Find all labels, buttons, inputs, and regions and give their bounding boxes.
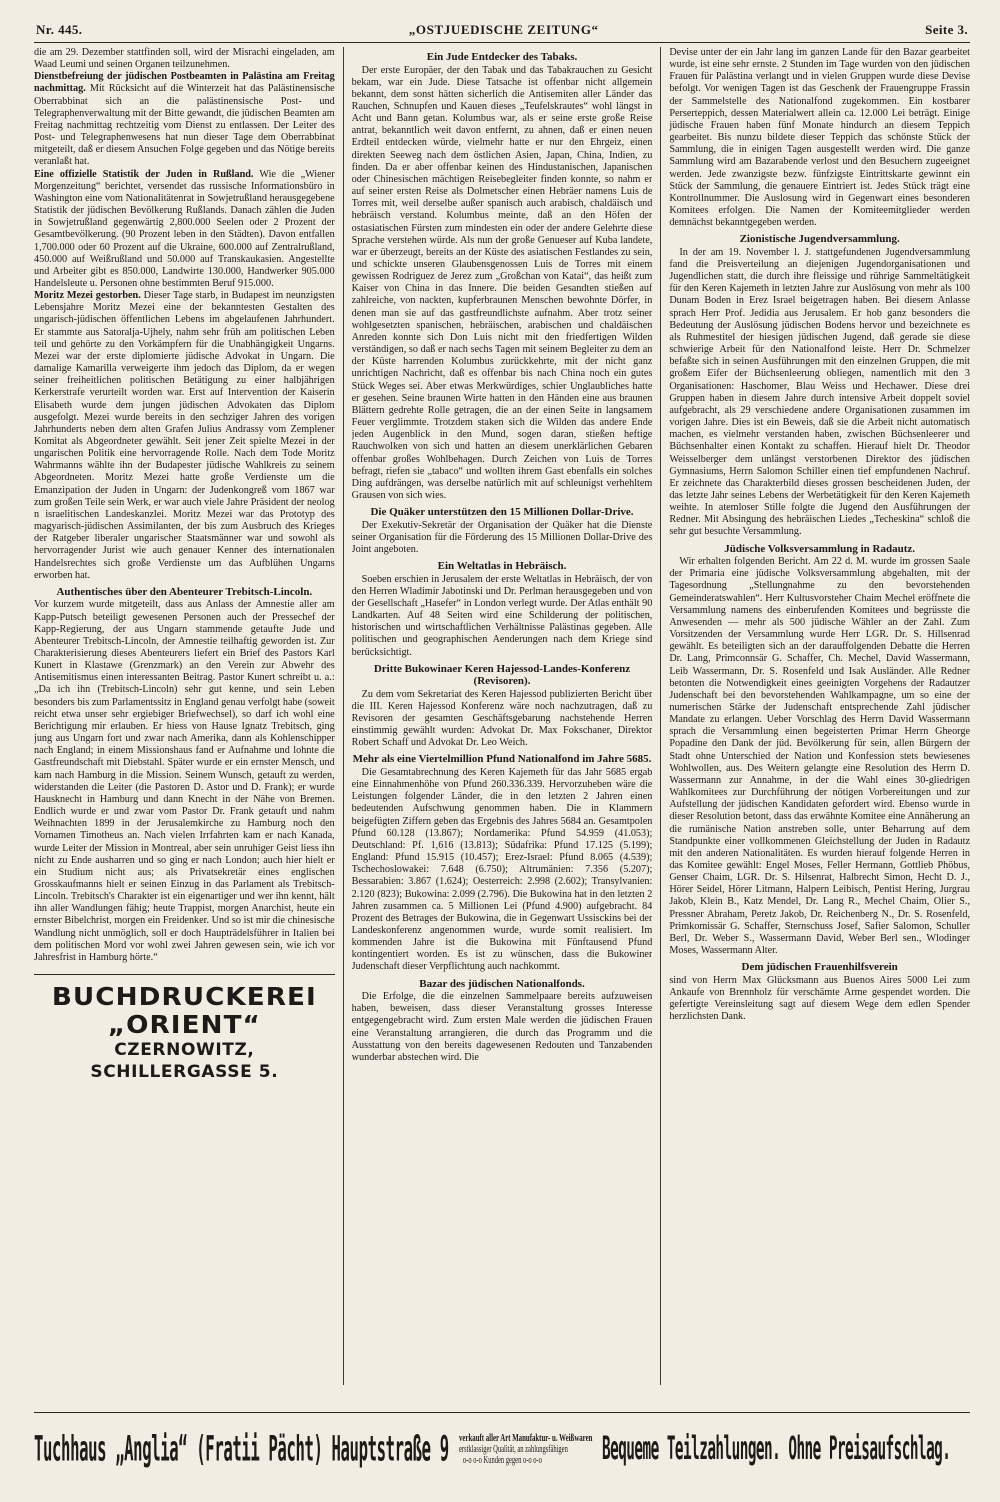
- article-mezei: [34, 290, 335, 582]
- column-rule: [343, 47, 344, 1385]
- article-headline-quaker: Die Quäker unterstützen den 15 Millionen Dollar-Drive.: [370, 506, 634, 519]
- banner-middle-text: [458, 1432, 593, 1466]
- article-headline-trebitsch: Authentisches über den Abenteurer Trebitsch-Lincoln.: [56, 585, 313, 598]
- article-body-bazar: Die Erfolge, die die einzelnen Sammelpaare bereits aufzuweisen haben, beweisen, dass dieser Veranstaltung grosses Interesse entgegengebracht wird. Zum ersten Male werden die jüdischen Frauen eine Veranstaltung arrangieren, die durch das Programm und die Ausstattung von den bereits dagewesenen Redouten und Tanzabenden wunderbar abstechen wird. Die: [351, 991, 653, 1063]
- article-headline-konferenz: Dritte Bukowinaer Keren Hajessod-Landes-Konferenz (Revisoren).: [373, 662, 631, 688]
- printer-advertisement: [34, 974, 335, 1083]
- columns: [34, 47, 970, 1385]
- article-continuation: die am 29. Dezember stattfinden soll, wird der Misrachi eingeladen, am Waad Leumi und seinen Organen teilzunehmen.: [34, 47, 335, 71]
- article-body-radautz: Wir erhalten folgenden Bericht. Am 22 d. M. wurde im grossen Saale der Primaria eine jüdische Volksversammlung abgehalten, mit der Tagesordnung „Stellungnahme zu den bevorstehenden Gemeinderatswahlen“. Herr Kultusvorsteher Chaim Mechel eröffnete die Versammlung namens des einberufenden Komitees und begrüsste die Anwesenden — mehr als 500 jüdische Wähler an der Zahl. Zum Vorsitzenden der Versammlung wurde Herr LGR. Dr. S. Hillsenrad gewählt. Es beteiligten sich an der darauffolgenden Debatte die Herren Dr. Lang, Primconnsär G. Schaffer, Ch. Mechel, David Wassermann, Leib Wassermann, Dr. S. Rosenfeld und Isak Ausländer. Alle Redner betonten die Notwendigkeit eines geeinigten Vorgehens der Radautzer Judenschaft bei den bevorstehenden Wahlkampagne, um so eine der numerischen Stärke der Judenschaft entsprechende Zahl jüdischer Mandate zu erlangen. Ueber Vorschlag des Herrn David Wassermann sprach die Versammlung einen begeisterten Primar Herrn Gheorge Popadine den Dank der jüd. Bevölkerung für sein, allen Bürgern der Stadt ohne Unterschied der Nation und Konfession stets bewiesenes Wohlwollen, aus. Des Weitern gelangte eine Resolution des Herrn D. Wassermann zur Annahme, in der die Wahl eines 30-gliedrigen Wahlkomitees zur Durchführung der nötigen Vorbereitungen und zur Aufstellung der jüdischen Kandidaten gefordert wird. Ebenso wurde in dieser Resolution betont, dass das erwähnte Komitee eine Annäherung an die rumänische Nation anstreben solle, unter Beharrung auf dem Standpunkte einer vollkommenen Gleichstellung der Juden in Radautz mit den anderen Nationalitäten. Es wurden hierauf folgende Herren in das Komitee gewählt: Engel Moses, Feller Hermann, Gottlieb Phöbus, Genser Chaim, LGR. Dr. S. Hilsenrat, Halbrecht Simon, Hecht D. J., Hörer Seidel, Hörer Litmann, Halpern Leibisch, Pentist Hering, Jurgrau Jakob, Klein B., Katz Mendel, Dr. Lang R., Mechel Chaim, Olier S., Pressner Abraham, Peretz Jakob, Dr. Reichenberg N., Dr. S. Rosenfeld, Primkomissär G. Schaffer, Sternschuss Josef, Safier Salomon, Schuller Berl, Dr. Weber S., Wassermann David, Weber Berl sen., Wlodinger Moses, Wassermann Alter.: [669, 556, 970, 957]
- article-body-tabak: Der erste Europäer, der den Tabak und das Tabakrauchen zu Gesicht bekam, war ein Jude. Diese Tatsache ist offenbar nicht allgemein bekannt, dem sonst hätten sicherlich die Antisemiten aller Länder das Rauchen, Schnupfen und Kauen dieses „Teufelskrautes“ wohl längst in Acht und Bann getan. Kolumbus war, als er seine erste große Reise antrat, bekanntlich weit davon entfernt, zu ahnen, daß er einen neuen Erdteil entdecken würde, vielmehr hatte er nur den Ehrgeiz, einen direkten Seeweg nach dem östlichen Asien, Japan, China, Indien, zu finden. Da er aber offenbar keinen des Hindustanischen, Japanischen oder Chinesischen mächtigen Reisebegleiter finden konnte, so nahm er auf seiner ersten Reise als Dolmetscher einen Hebräer namens Luis de Torres mit, weil derselbe außer spanisch auch arabisch, chaldäisch und hebräisch verstand. Kolumbus meinte, daß an den Höfen der ostasiatischen Fürsten zum mindesten ein oder der andere Gelehrte diese Sprache verstehen würde. Als nun der große Genueser auf Kuba landete, war er überzeugt, bereits an der Küste des asiatischen Festlandes zu sein, und schickte unseren Glaubensgenossen Luis de Torres mit einem gewissen Rodriguez de Jerez zum „Großchan von Katai“, das heißt zum Kaiser von China in das Innere. Die beiden Gesandten stießen auf zahlreiche, von nackten, kupferbraunen Menschen bewohnte Dörfer, in denen man sie auf das gastfreundlichste aufnahm. Aber trotz seiner wohlgesetzten spanischen, hebräischen, arabischen und chaldäischen Anreden konnte sich Don Luis nicht mit den friedfertigen Wilden verständigen, so daß er nach sechs Tagen mit seinem Begleiter zu dem an der Küste harrenden Kolumbus zurückkehrte, mit der nicht ganz unrichtigen Nachricht, daß es offenbar bis nach China noch ein gutes Stück Weges sei. Aber etwas Merkwürdiges, schier Unglaubliches hatte er gesehen. Seine braunen Wirte hatten in den Händen eine aus braunen Blättern gedrehte Rolle getragen, die an der einen Seite in langsamem Feuer verglimmte. Trotzdem staken sich die Wilden das andere Ende jeden Augenblick in den Mund, sogen daran, stießen heftige Rauchwolken von sich und hatten an diesem unerklärlichen Gebaren offenbar großes Wohlbehagen. Durch Zeichen von Luis de Torres befragt, riefen sie „tabaco“ und wollten ihrem Gast ebenfalls ein solches Ding aufdrängen, was derselbe natürlich mit auf schleunigst verhehltem Grausen von sich wies.: [351, 64, 653, 501]
- banner-middle-line-2: erstklassiger Qualität, an zahlungsfähigen: [458, 1443, 568, 1455]
- banner-shop-name: Tuchhaus „Anglia“ (Fratii Pächt) Hauptstraße 9: [34, 1428, 449, 1470]
- footer-advertisement-banner: [34, 1412, 970, 1485]
- article-body: Dieser Tage starb, in Budapest im neunzigsten Lebensjahre Moritz Mezei eine der bekanntesten Gestalten des ungarisch-jüdischen öffentlichen Lebens im abgelaufenen Jahrhundert. Er stammte aus Satoralja-Ujhely, nahm sehr früh am politischen Leben teil und gehörte zu den Vorkämpfern für die Unabhängigkeit Ungarns. Mezei war der erste diplomierte jüdische Advokat in Ungarn. Die damalige Kamarilla verweigerte ihm jedoch das Diplom, da er wegen seiner freiheitlichen politischen Betätigung zu einer halbjährigen Kerkerstrafe verurteilt worden war. Erst auf Intervention der Kaiserin Elisabeth wurde dem jungen jüdischen Advokaten das Diplom ausgefolgt. Mezei wurde bereits in den sechziger Jahren des vorigen Jahrhunderts neben dem alten Grafen Julius Andrassy vom Zemplener Komitat als Abgeordneter gewählt. Seit jener Zeit spielte Mezei in der ungarischen Politik eine hervorragende Rolle. Nach dem Tode Moritz Wahrmanns wählte ihn der Budapester jüdische Wahlkreis zu seinem Abgeordneten. Moritz Mezei hatte große Verdienste um die Emanzipation der Juden in Ungarn: der Judenkongreß vom 1867 war zum großen Teile sein Werk, er war auch viele Jahre Präsident der neolog n israelitischen Landeskanzlei. Moritz Mezei war das Prototyp des magyarisch-jüdischen Assimilanten, der bis zum Ausbruch des Krieges der Ratgeber liberaler ungarischer Staatsmänner war und sowohl als hervorragender Jurist wie auch genauer Kenner des internationalen Handelsrechtes sich große Verdienste um das Aufblühen Ungarns erworben hat.: [34, 290, 335, 581]
- newspaper-title: „OSTJUEDISCHE ZEITUNG“: [408, 22, 599, 37]
- column-rule: [660, 47, 661, 1385]
- article-body-quaker: Der Exekutiv-Sekretär der Organisation der Quäker hat die Dienste seiner Organisation für die Förderung des 15 Millionen Dollar-Drive des Joint angeboten.: [351, 519, 653, 555]
- article-headline-tabak: Ein Jude Entdecker des Tabaks.: [426, 51, 578, 63]
- article-headline: Moritz Mezei gestorben.: [34, 290, 141, 302]
- banner-middle-line-3: o-o o-o Kunden gegen o-o o-o: [462, 1454, 542, 1466]
- article-postbeamten: [34, 71, 335, 168]
- article-continuation: Devise unter der ein Jahr lang im ganzen Lande für den Bazar gearbeitet wurde, ist eine sehr ernste. 2 Stunden im Tage wurden von den jüdischen Frauen für Palästina verlangt und in vielen Gruppen wurde diese Devise befolgt. Vor wenigen Tagen ist das Geschenk der Frauengruppe Frassin der Sammelstelle des Nationalfond zugekommen. Ein kostbarer Perserteppich, dessen Materialwert allein ca. 12.000 Lei beträgt. Einige jüdische Frauen haben fünf Monate hindurch an diesem Teppich gearbeitet. Bis nunzu bildete dieser Teppich das schönste Stück der Sammlung, die in einigen Tagen ausgestellt werden wird. Die ganze Sammlung wird am Bazarabende verlost und den Besuchern zugeeignet werden. Jede zwanzigste bezw. fünfzigste Eintrittskarte gewinnt ein Stück der Sammlung, die genauere Eintriert ist. Jedes Stück trägt eine Kontrollnummer. Die Auslosung wird in Gegenwart eines besonderen Komitees erfolgen. Die Namen der Komiteemitglieder werden demnächst bekanntgegeben werden.: [669, 47, 970, 229]
- page-header: [34, 22, 970, 38]
- article-headline-radautz: Jüdische Volksversammlung in Radautz.: [724, 542, 916, 555]
- article-body: Mit Rücksicht auf die Winterzeit hat das Palästinensische Oberrabbinat sich an die palästinensische Post- und Telegraphenverwaltung mit der Bitte gewandt, die jüdischen Beamten am Freitag nachmittag rechtzeitig vom Dienst zu entlassen. Der Leiter des Post- und Telegraphenwesens hat nun dieser Tage dem Oberrabbinat mitgeteilt, daß er diesem Ansuchen Folge gegeben und das Nötige bereits veranlaßt hat.: [34, 83, 335, 168]
- article-headline: Dienstbefreiung der jüdischen Postbeamten in Palästina am Freitag nachmittag.: [34, 71, 335, 95]
- column-3: [669, 47, 970, 1385]
- article-body-jugend: In der am 19. November l. J. stattgefundenen Jugendversammlung fand die Preisverteilung an diejenigen Jugendorganisationen und Jugendlichen statt, die durch ihre fleissige und rührige Sammeltätigkeit für den Keren Kajemeth in letzten Jahre zur Auslösung von mehr als 100 Dunam Boden in Erez Israel beigetragen haben. Bei diesem Anlasse sprach Herr Prof. Jedidia aus Jerusalem. Er hob ganz besonders die Bedeutung der Auslösung jüdischen Bodens hervor und bezeichnete es als Ruhmestitel der hiesigen jüdischen Jugend, daß gerade sie diese schwierige Arbeit für den Nationalfond leiste. Herr Dr. Schmelzer befaßte sich in seinen Ausführungen mit den einzelnen Gruppen, die mit großem Eifer der Büchsenleerung obliegen, namentlich mit den 3 Organisationen: Haschomer, Blau Weiss und Hechawer. Diese drei Gruppen haben in diesem Jahre durch intensive Arbeit doppelt soviel aufgebracht, als 29 verschiedene andere Organisationen zusammen im vorigen Jahre. Dies ist ein Beweis, daß sie die Arbeit nicht automatisch machen, es vielmehr verstanden haben, zwischen Büchsenleerer und Büchsenhalter einen Kontakt zu schaffen. Hierauf hielt Dr. Theodor Weisselberger dem unlängst verstorbenen Direktor des jüdischen Gymnasiums, Herrn Salomon Schiller einen tief empfundenen Nachruf. Er zeichnete das Charakterbild dieses grossen bescheidenen Juden, der das letzte Jahr seines Lebens der Werbetätigkeit für den Keren Kajemeth weihte. In atemloser Stille folgte die Jugend den Ausführungen der Redner. Mit Absingung des hebräischen Liedes „Techeskina“ schloß die sehr gut besuchte Versammlung.: [669, 246, 970, 538]
- header-rule: [34, 42, 970, 43]
- banner-payment-terms: Bequeme Teilzahlungen. Ohne Preisaufschlag.: [602, 1430, 951, 1468]
- article-headline-bazar: Bazar des jüdischen Nationalfonds.: [419, 977, 585, 990]
- article-body-atlas: Soeben erschien in Jerusalem der erste Weltatlas in Hebräisch, der von den Herren Wladimir Jabotinski und Dr. Perlman herausgegeben und von der Gesellschaft „Hasefer“ in London verlegt wurde. Der Atlas enthält 90 Landkarten. Auf 48 Seiten wird eine Schilderung der politischen, historischen und wirtschaftlichen Verhältnisse Palästinas gegeben. Alle politischen und geographischen Aenderungen nach dem Kriege sind berücksichtigt.: [351, 573, 653, 658]
- article-statistik: [34, 169, 335, 291]
- article-headline-nationalfond: Mehr als eine Viertelmillion Pfund Nationalfond im Jahre 5685.: [352, 753, 652, 766]
- column-2: [352, 47, 653, 1385]
- article-headline-jugend: Zionistische Jugendversammlung.: [739, 233, 900, 246]
- article-headline-atlas: Ein Weltatlas in Hebräisch.: [437, 560, 567, 573]
- printer-ad-title: BUCHDRUCKEREI „ORIENT“: [51, 982, 317, 1040]
- page-number: Seite 3.: [925, 22, 968, 37]
- article-headline: Eine offizielle Statistik der Juden in Rußland.: [34, 168, 254, 180]
- article-body-nationalfond: Die Gesamtabrechnung des Keren Kajemeth für das Jahr 5685 ergab eine Einnahmenhöhe von Pfund 260.336.339. Hervorzuheben wäre die Leistungen folgender Länder, die in den letzten 2 Jahren einen bedeutenden Aufschwung genommen haben. Die in Klammern beigefügten Ziffern geben das Ergebnis des Jahres 5684 an. Gesamtpolen Pfund 60.128 (13.867); Nordamerika: Pfund 54.959 (41.053); Deutschland: Pf. 1,616 (13.813); Südafrika: Pfund 17.125 (5.199); England: Pfund 15.915 (10.457); Erez-Israel: Pfund 8.065 (4.539); Tschechoslowakei: 7.648 (6.750); Altrumänien: 7.356 (5.207); Bessarabien: 3.867 (1.624); Oesterreich: 2.998 (2.602); Transylvanien: 2.120 (823); Bukowina: 2.099 (2.796). Die Bukowina hat in den letzten 2 Jahren zusammen ca. 5 Millionen Lei (Pfund 4.900) aufgebracht. 84 Prozent des Betrages der Bukowina, die in Gegenwart Ussisckins bei der Landeskonferenz angenommen wurde, wurde somit realisiert. Im kommenden Jahre ist die Bukowina mit Fünftausend Pfund kontingentiert worden. Es ist zu wünschen, dass die Bukowiner Judenschaft dieser Verpflichtung auch nachkommt.: [351, 766, 653, 973]
- issue-number: Nr. 445.: [36, 22, 83, 37]
- column-1: [34, 47, 335, 1385]
- article-body-konferenz: Zu dem vom Sekretariat des Keren Hajessod publizierten Bericht über die III. Keren Hajessod Konferenz wäre noch nachzutragen, daß zu Revisoren der gesamten Geschäftsgebarung nachstehende Herren einstimmig gewählt wurden: Advokat Dr. Max Fokschaner, Direktor Robert Schaff und Advokat Dr. Leo Weich.: [351, 688, 653, 749]
- article-headline-frauenhilfsverein: Dem jüdischen Frauenhilfsverein: [741, 961, 898, 974]
- article-body: Wie die „Wiener Morgenzeitung“ berichtet, versendet das russische Informationsbüro in Washington eine vom Nationalitätenrat in Sowjetrußland herausgegebene Statistik der jüdischen Bevölkerung Rußlands. Danach zählen die Juden in Sowjetrußland gegenwärtig 2,800.000 Seelen oder 2 Prozent der Gesamtbevölkerung. (90 Prozent leben in den Städten). Davon entfallen 1,700.000 oder 60 Prozent auf die Ukraine, 600.000 auf Zentralrußland, 450.000 auf Weißrußland und 50.000 auf Transkaukasien. Angestellte und Arbeiter gibt es 850.000, Landwirte 130.000, Handwerker 905.000 Handelsleute u. Personen ohne bestimmten Beruf 915.000.: [34, 168, 335, 289]
- article-body-trebitsch: Vor kurzem wurde mitgeteilt, dass aus Anlass der Amnestie aller am Kapp-Putsch beteiligt gewesenen Personen auch der Pressechef der Kapp-Regierung, der aus Ungarn stammende getaufte Jude und Abenteurer Trebitsch-Lincoln, der Amnestie teilhaftig geworden ist. Zur Charakterisierung dieses Abenteurers liefert ein Brief des Pastors Karl Kunert in Klastawe (Grenzmark) an den Verein zur Abwehr des Antisemitismus einen interessanten Beitrag. Pastor Kunert schreibt u. a.: „Da ich ihn (Trebitsch-Lincoln) sehr gut kenne, und sein Leben besonders bis zum Parlamentssitz in England genau verfolgt habe (soweit reicht etwa unser sehr ergiebiger Briefwechsel), so darf ich wohl eine Berichtigung mir erlauben. Er hiess von Hause Ignatz Trebitsch, ging jung aus Ungarn fort und zwar nach Amerika, dann als Kohlenschipper nach England; in einem Missionshaus fand er Aufnahme und lohnte die Gastfreundschaft mit Diebstahl. Später wurde er ein ernster Mensch, und kam nach Hamburg in die Mission. Seinem Wunsch, getauft zu werden, widerstanden die Leiter (die Pastoren D. Astor und D. Frank); er wurde Hausknecht in Hamburg und dann Knecht in der Nähe von Bremen. Endlich wurde er und zwar vom Pastor Dr. Frank getauft und nahm Weihnachten 1899 in der Jerusalemkirche zu Hamburg noch den Vornamen Timotheus an. Nach vielen Irrfahrten kam er nach Kanada, wurde Leiter der Mission in Montreal, aber sein unruhiger Geist liess ihn nicht zu Ende ausharren und so ging er nach London; auch hier hielt er ein Studium nicht aus; als Privatsekretär eines englischen Grosskaufmanns hielt er seinen Einzug in das Parlament als Trebitsch-Lincoln. Trebitsch's Charakter ist ein eigenartiger und wer ihn kennt, hält ihn aller Wandlungen fähig; heute Trappist, morgen Anarchist, heute ein ernster Bibelchrist, morgen ein Freidenker. Und so ist mir die chinesische Wandlung nicht unmöglich, soll er doch Haupträdelsführer in Italien bei dem politischen Mord vor wohl zwei Jahren gewesen sein, wie ich vor Jahresfrist in Hamburg hörte.“: [34, 599, 335, 963]
- printer-ad-address: CZERNOWITZ, SCHILLERGASSE 5.: [90, 1040, 279, 1083]
- banner-middle-line-1: verkauft aller Art Manufaktur- u. Weißwaren: [458, 1432, 593, 1444]
- article-body-frauenhilfsverein: sind von Herrn Max Glücksmann aus Buenos Aires 5000 Lei zum Ankaufe von Brennholz für verschämte Arme gespendet worden. Die gefertigte Vereinsleitung sagt auf diesem Wege dem edlen Spender herzlichsten Dank.: [669, 974, 970, 1023]
